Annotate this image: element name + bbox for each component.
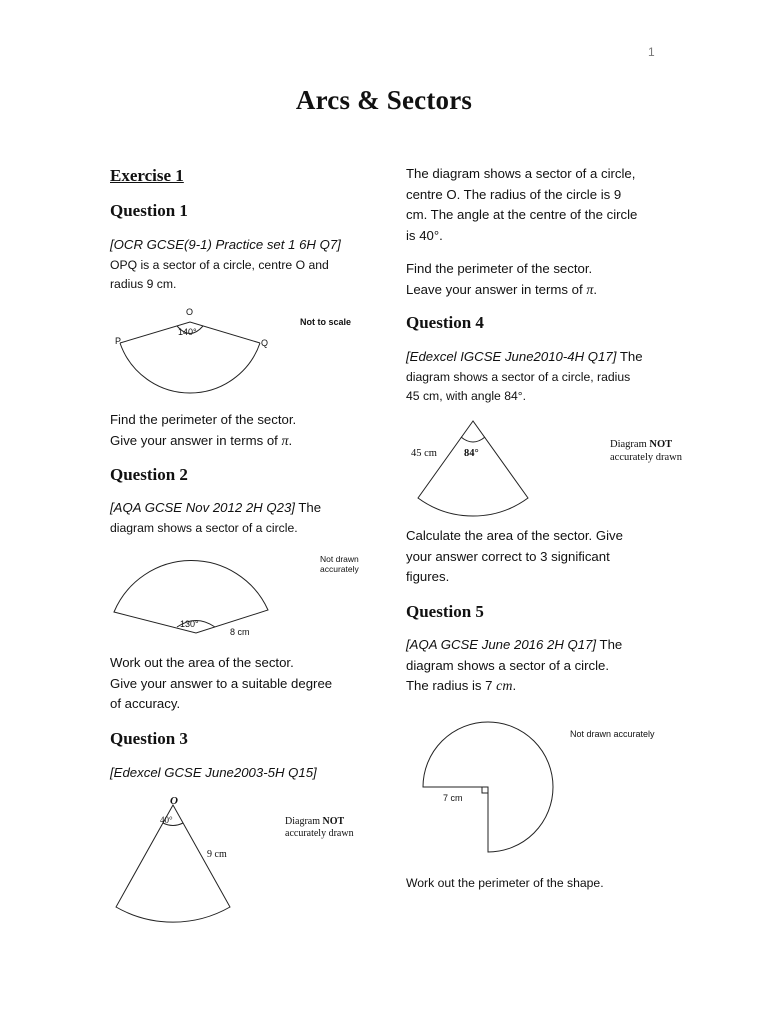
question-2-diagram: [110, 550, 370, 640]
angle-label: 40°: [160, 815, 173, 825]
sector-arc: [120, 343, 260, 393]
question-4-prompt-line: figures.: [406, 569, 450, 584]
question-1-prompt: [110, 410, 370, 452]
question-3-line: The diagram shows a sector of a circle,: [406, 166, 636, 181]
question-4-source: [Edexcel IGCSE June2010-4H Q17]: [406, 349, 617, 364]
question-1-heading: Question 1: [110, 201, 188, 220]
exercise-heading: Exercise 1: [110, 166, 184, 185]
question-5-intro-line: diagram shows a sector of a circle.: [406, 657, 610, 673]
question-5-text: [406, 635, 696, 698]
question-1-prompt-line: Find the perimeter of the sector.: [110, 412, 297, 427]
radius-label: 9 cm: [207, 849, 227, 860]
question-1-prompt-line: [110, 431, 370, 453]
question-4-text: [406, 347, 696, 406]
radius-period: .: [512, 678, 517, 693]
radius-label: 7 cm: [443, 793, 463, 803]
question-5-diagram: [406, 722, 706, 857]
not-to-scale-note: Not to scale: [300, 317, 352, 327]
label-o: O: [186, 307, 194, 317]
prompt-period: .: [288, 432, 293, 448]
question-5-source: [AQA GCSE June 2016 2H Q17]: [406, 637, 597, 652]
question-5-source-tail: The: [596, 637, 623, 652]
not-drawn-note: Not drawn accurately: [570, 729, 655, 739]
right-angle-mark: [482, 787, 488, 793]
note-prefix: Diagram: [610, 439, 650, 450]
question-4-prompt: [406, 526, 686, 588]
question-5-heading: Question 5: [406, 602, 484, 621]
pi-symbol: π: [281, 433, 289, 449]
question-4-diagram: [406, 415, 706, 520]
question-3-prompt: [406, 259, 686, 301]
radius-label: 8 cm: [230, 627, 250, 637]
prompt-period: .: [593, 281, 597, 297]
question-3-line: cm. The angle at the centre of the circle: [406, 207, 638, 222]
question-1-intro-line: OPQ is a sector of a circle, centre O and: [110, 257, 329, 272]
question-2-prompt-line: Work out the area of the sector.: [110, 655, 294, 670]
diagram-not-note-line1: [610, 439, 672, 450]
sector-outline: [418, 421, 528, 516]
diagram-not-note-line2: accurately drawn: [610, 452, 682, 463]
note-prefix: Diagram: [285, 816, 323, 827]
shape-outline: [423, 722, 553, 852]
angle-label: 84°: [464, 448, 479, 459]
label-o: O: [170, 795, 178, 807]
question-1-text: [110, 235, 370, 294]
note-bold: NOT: [322, 816, 345, 827]
question-4-intro-line: diagram shows a sector of a circle, radius: [406, 369, 631, 384]
question-4-prompt-line: your answer correct to 3 significant: [406, 548, 610, 564]
label-p: P: [115, 336, 122, 346]
question-3-source: [Edexcel GCSE June2003-5H Q15]: [110, 765, 317, 780]
question-2-prompt-line: Give your answer to a suitable degree: [110, 675, 333, 691]
not-drawn-note-line1: Not drawn: [320, 554, 359, 564]
not-drawn-note-line2: accurately: [320, 564, 359, 574]
prompt-text: Leave your answer in terms of: [406, 281, 587, 297]
page-title: Arcs & Sectors: [295, 85, 473, 115]
question-3-diagram: [110, 792, 370, 932]
page-number: 1: [648, 45, 655, 59]
question-1-source: [OCR GCSE(9-1) Practice set 1 6H Q7]: [110, 237, 341, 252]
diagram-not-note-line2: accurately drawn: [285, 828, 354, 839]
question-3-line: is 40°.: [406, 227, 443, 243]
angle-label: 130°: [180, 619, 199, 629]
radius-text: The radius is 7: [406, 678, 497, 693]
question-3-prompt-line: [406, 280, 686, 302]
question-2-text: [110, 498, 380, 538]
pi-symbol: π: [586, 282, 594, 298]
question-2-intro-line: diagram shows a sector of a circle.: [110, 520, 298, 535]
question-3-heading: Question 3: [110, 729, 188, 748]
question-5-prompt: Work out the perimeter of the shape.: [406, 876, 604, 890]
question-1-diagram: [110, 305, 370, 400]
question-2-prompt-line: of accuracy.: [110, 696, 181, 711]
radius-label: 45 cm: [411, 448, 437, 459]
question-4-source-tail: The: [616, 349, 643, 364]
diagram-not-note-line1: [285, 816, 345, 827]
note-bold: NOT: [649, 439, 673, 450]
question-1-intro-line: radius 9 cm.: [110, 276, 177, 291]
question-3-line: centre O. The radius of the circle is 9: [406, 186, 622, 202]
angle-label: 140°: [178, 327, 197, 337]
question-3-description: [406, 164, 686, 246]
question-2-source-tail: The: [294, 500, 322, 515]
question-4-prompt-line: Calculate the area of the sector. Give: [406, 528, 623, 543]
radius-unit: cm: [496, 679, 513, 694]
question-3-prompt-line: Find the perimeter of the sector.: [406, 261, 593, 276]
question-5-radius-line: [406, 676, 696, 698]
question-2-source: [AQA GCSE Nov 2012 2H Q23]: [110, 500, 295, 515]
question-4-heading: Question 4: [406, 313, 484, 332]
label-q: Q: [261, 338, 269, 348]
question-4-intro-line: 45 cm, with angle 84°.: [406, 388, 527, 403]
question-2-prompt: [110, 653, 380, 715]
question-2-heading: Question 2: [110, 465, 188, 484]
sector-outline: [116, 805, 230, 922]
angle-arc: [461, 437, 485, 442]
prompt-text: Give your answer in terms of: [110, 432, 282, 448]
